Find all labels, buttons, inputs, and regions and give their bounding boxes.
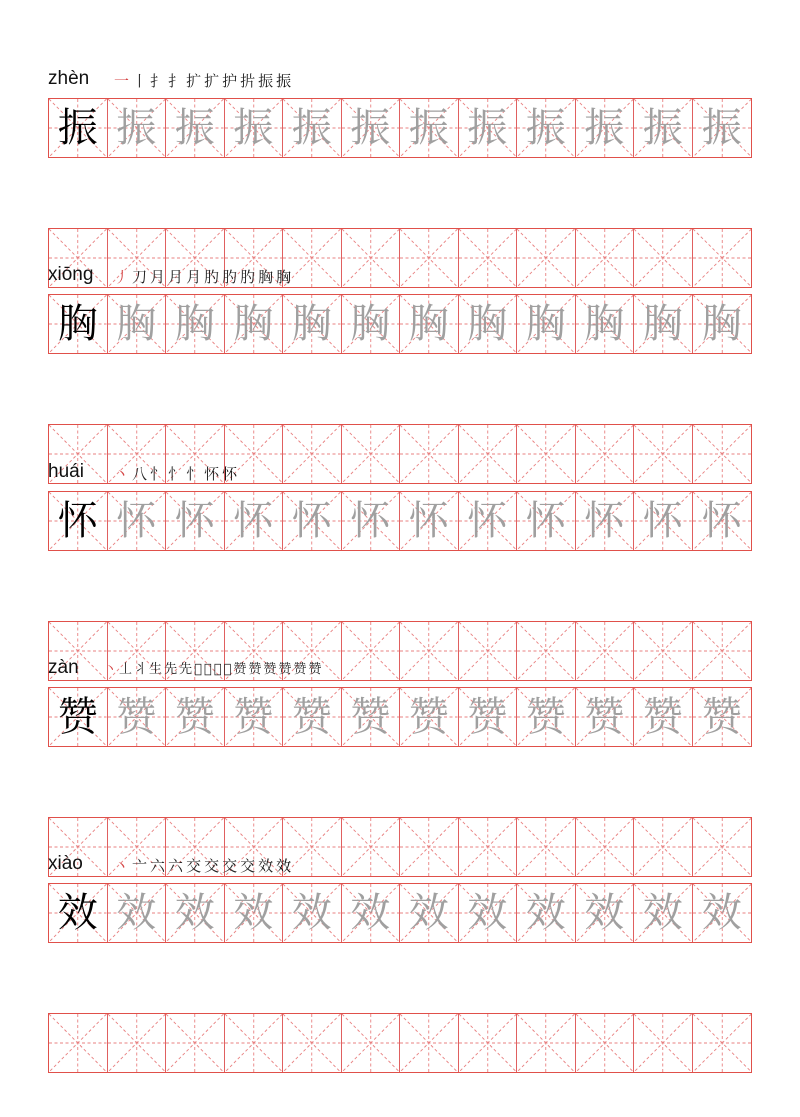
pinyin-label: xiào bbox=[48, 853, 83, 874]
stroke-step: 赞 bbox=[263, 662, 277, 677]
grid-cell bbox=[225, 492, 284, 550]
stroke-step: 𫞖 bbox=[213, 662, 222, 677]
trace-character: 振 bbox=[233, 105, 274, 151]
trace-character: 赞 bbox=[116, 694, 157, 740]
grid-cell bbox=[576, 99, 635, 157]
character-block bbox=[48, 264, 752, 484]
stroke-step: 赞 bbox=[293, 662, 307, 677]
grid-cell bbox=[166, 688, 225, 746]
trace-character: 效 bbox=[408, 890, 449, 936]
stroke-step: 生 bbox=[149, 662, 163, 677]
trace-character: 效 bbox=[116, 890, 157, 936]
mi-guide-lines bbox=[342, 1014, 400, 1072]
trace-character: 振 bbox=[291, 105, 332, 151]
trace-character: 怀 bbox=[467, 498, 508, 544]
stroke-step: 先 bbox=[179, 662, 193, 677]
trace-character: 振 bbox=[525, 105, 566, 151]
grid-cell bbox=[400, 884, 459, 942]
pinyin-label: zhèn bbox=[48, 68, 90, 89]
trace-character: 效 bbox=[701, 890, 742, 936]
grid-cell bbox=[693, 295, 752, 353]
stroke-step: 一 bbox=[114, 72, 130, 90]
trace-character: 怀 bbox=[291, 498, 332, 544]
stroke-step: 扸 bbox=[240, 72, 256, 90]
stroke-step: 月 bbox=[186, 268, 202, 286]
grid-cell bbox=[400, 492, 459, 550]
grid-cell bbox=[49, 492, 108, 550]
practice-grid bbox=[48, 1013, 752, 1073]
stroke-step: 刀 bbox=[132, 268, 148, 286]
grid-cell bbox=[400, 295, 459, 353]
grid-cell[interactable] bbox=[166, 1014, 225, 1072]
grid-cell bbox=[693, 884, 752, 942]
stroke-step: 八 bbox=[132, 465, 148, 483]
trace-character: 赞 bbox=[350, 694, 391, 740]
grid-cell bbox=[108, 492, 167, 550]
stroke-step: 丬 bbox=[134, 662, 148, 677]
grid-cell bbox=[108, 295, 167, 353]
trace-character: 振 bbox=[174, 105, 215, 151]
grid-cell bbox=[693, 688, 752, 746]
grid-cell bbox=[49, 884, 108, 942]
stroke-step: 月 bbox=[150, 268, 166, 286]
trace-character: 振 bbox=[642, 105, 683, 151]
stroke-step: 交 bbox=[204, 857, 220, 875]
trace-character: 效 bbox=[350, 890, 391, 936]
trace-character: 效 bbox=[174, 890, 215, 936]
stroke-step: 亠 bbox=[132, 857, 148, 875]
stroke-step: 怀 bbox=[204, 465, 220, 483]
grid-cell bbox=[166, 884, 225, 942]
stroke-step: 振 bbox=[276, 72, 292, 90]
grid-cell bbox=[283, 99, 342, 157]
stroke-step: 丿 bbox=[114, 268, 130, 286]
character-block bbox=[48, 657, 752, 877]
mi-guide-lines bbox=[517, 1014, 575, 1072]
stroke-step: 胸 bbox=[258, 268, 274, 286]
trace-character: 怀 bbox=[350, 498, 391, 544]
trace-character: 振 bbox=[701, 105, 742, 151]
grid-cell bbox=[576, 884, 635, 942]
trace-character: 赞 bbox=[291, 694, 332, 740]
trace-character: 振 bbox=[116, 105, 157, 151]
stroke-order bbox=[114, 461, 240, 483]
trace-character: 胸 bbox=[408, 301, 449, 347]
stroke-step: 护 bbox=[222, 72, 238, 90]
grid-cell bbox=[225, 295, 284, 353]
trace-character: 效 bbox=[584, 890, 625, 936]
trace-character: 赞 bbox=[525, 694, 566, 740]
mi-guide-lines bbox=[634, 1014, 692, 1072]
grid-cell bbox=[108, 99, 167, 157]
mi-guide-lines bbox=[49, 1014, 107, 1072]
grid-cell[interactable] bbox=[517, 1014, 576, 1072]
stroke-step: 胸 bbox=[276, 268, 292, 286]
trace-character: 振 bbox=[584, 105, 625, 151]
trace-character: 怀 bbox=[642, 498, 683, 544]
model-grid bbox=[48, 687, 752, 747]
grid-cell bbox=[342, 492, 401, 550]
mi-guide-lines bbox=[693, 1014, 752, 1072]
grid-cell bbox=[225, 688, 284, 746]
trace-character: 怀 bbox=[701, 498, 742, 544]
trace-character: 胸 bbox=[584, 301, 625, 347]
grid-cell bbox=[342, 688, 401, 746]
trace-character: 怀 bbox=[525, 498, 566, 544]
stroke-step: 赞 bbox=[233, 662, 247, 677]
grid-cell bbox=[225, 884, 284, 942]
grid-cell bbox=[166, 492, 225, 550]
grid-cell bbox=[342, 99, 401, 157]
trace-character: 胸 bbox=[291, 301, 332, 347]
trace-character: 胸 bbox=[233, 301, 274, 347]
trace-character: 效 bbox=[525, 890, 566, 936]
grid-cell bbox=[517, 688, 576, 746]
stroke-order bbox=[114, 264, 294, 286]
stroke-step: 赞 bbox=[278, 662, 292, 677]
grid-cell bbox=[693, 99, 752, 157]
stroke-step: 扌 bbox=[150, 72, 166, 90]
grid-cell bbox=[634, 688, 693, 746]
grid-cell[interactable] bbox=[108, 1014, 167, 1072]
stroke-step: 肑 bbox=[222, 268, 238, 286]
grid-cell[interactable] bbox=[634, 1014, 693, 1072]
stroke-step: 𫞖 bbox=[194, 662, 202, 677]
stroke-step: 丄 bbox=[119, 662, 133, 677]
stroke-step: 𫞖 bbox=[223, 662, 232, 677]
trace-character: 怀 bbox=[408, 498, 449, 544]
trace-character: 效 bbox=[291, 890, 332, 936]
grid-cell bbox=[517, 492, 576, 550]
stroke-step: 效 bbox=[276, 857, 292, 875]
grid-cell bbox=[283, 492, 342, 550]
trace-character: 效 bbox=[233, 890, 274, 936]
grid-cell[interactable] bbox=[693, 1014, 752, 1072]
trace-character: 怀 bbox=[233, 498, 274, 544]
grid-cell[interactable] bbox=[459, 1014, 518, 1072]
grid-cell bbox=[108, 884, 167, 942]
stroke-step: 先 bbox=[164, 662, 178, 677]
grid-cell bbox=[693, 492, 752, 550]
grid-cell bbox=[459, 492, 518, 550]
trace-character: 胸 bbox=[350, 301, 391, 347]
stroke-step: 赞 bbox=[308, 662, 322, 677]
model-character: 赞 bbox=[57, 694, 98, 740]
stroke-step: 月 bbox=[168, 268, 184, 286]
stroke-step: 𫞖 bbox=[203, 662, 212, 677]
model-grid bbox=[48, 883, 752, 943]
grid-cell bbox=[459, 295, 518, 353]
grid-cell bbox=[342, 295, 401, 353]
grid-cell bbox=[576, 295, 635, 353]
trace-character: 胸 bbox=[642, 301, 683, 347]
grid-cell bbox=[166, 295, 225, 353]
stroke-step: 交 bbox=[222, 857, 238, 875]
model-grid bbox=[48, 491, 752, 551]
character-block bbox=[48, 68, 752, 288]
grid-cell bbox=[576, 492, 635, 550]
trace-character: 振 bbox=[408, 105, 449, 151]
grid-cell bbox=[517, 295, 576, 353]
character-block bbox=[48, 853, 752, 1073]
grid-cell bbox=[634, 492, 693, 550]
stroke-step: 扩 bbox=[204, 72, 220, 90]
stroke-step: 肑 bbox=[240, 268, 256, 286]
grid-cell bbox=[400, 688, 459, 746]
grid-cell bbox=[49, 295, 108, 353]
stroke-step: 丶 bbox=[114, 857, 130, 875]
trace-character: 怀 bbox=[116, 498, 157, 544]
grid-cell[interactable] bbox=[225, 1014, 284, 1072]
stroke-order bbox=[114, 68, 294, 90]
stroke-step: 肑 bbox=[204, 268, 220, 286]
grid-cell bbox=[459, 884, 518, 942]
stroke-step: 怀 bbox=[222, 465, 238, 483]
grid-cell bbox=[634, 99, 693, 157]
grid-cell bbox=[400, 99, 459, 157]
stroke-step: 六 bbox=[150, 857, 166, 875]
stroke-step: 忄 bbox=[168, 465, 184, 483]
trace-character: 赞 bbox=[584, 694, 625, 740]
grid-cell[interactable] bbox=[400, 1014, 459, 1072]
trace-character: 赞 bbox=[408, 694, 449, 740]
stroke-step: 忄 bbox=[150, 465, 166, 483]
mi-guide-lines bbox=[459, 1014, 517, 1072]
trace-character: 胸 bbox=[467, 301, 508, 347]
stroke-step: 效 bbox=[258, 857, 274, 875]
grid-cell bbox=[576, 688, 635, 746]
grid-cell bbox=[517, 884, 576, 942]
grid-cell bbox=[225, 99, 284, 157]
model-grid bbox=[48, 294, 752, 354]
trace-character: 效 bbox=[642, 890, 683, 936]
grid-cell bbox=[283, 884, 342, 942]
trace-character: 赞 bbox=[467, 694, 508, 740]
mi-guide-lines bbox=[576, 1014, 634, 1072]
grid-cell bbox=[634, 884, 693, 942]
trace-character: 胸 bbox=[701, 301, 742, 347]
character-block bbox=[48, 461, 752, 681]
stroke-step: 扌 bbox=[168, 72, 184, 90]
grid-cell[interactable] bbox=[283, 1014, 342, 1072]
stroke-step: 忄 bbox=[186, 465, 202, 483]
mi-guide-lines bbox=[283, 1014, 341, 1072]
pinyin-label: xiōng bbox=[48, 264, 94, 285]
trace-character: 怀 bbox=[174, 498, 215, 544]
trace-character: 赞 bbox=[174, 694, 215, 740]
grid-cell[interactable] bbox=[576, 1014, 635, 1072]
stroke-step: 交 bbox=[240, 857, 256, 875]
stroke-step: 丨 bbox=[132, 72, 148, 90]
grid-cell bbox=[283, 688, 342, 746]
trace-character: 振 bbox=[350, 105, 391, 151]
stroke-step: 丶 bbox=[114, 465, 130, 483]
grid-cell bbox=[49, 99, 108, 157]
grid-cell bbox=[108, 688, 167, 746]
trace-character: 赞 bbox=[701, 694, 742, 740]
mi-guide-lines bbox=[166, 1014, 224, 1072]
stroke-order bbox=[114, 853, 294, 875]
trace-character: 胸 bbox=[116, 301, 157, 347]
grid-cell[interactable] bbox=[49, 1014, 108, 1072]
trace-character: 效 bbox=[467, 890, 508, 936]
stroke-step: 丶 bbox=[104, 662, 118, 677]
grid-cell bbox=[342, 884, 401, 942]
stroke-step: 扩 bbox=[186, 72, 202, 90]
model-character: 效 bbox=[57, 890, 98, 936]
model-grid bbox=[48, 98, 752, 158]
grid-cell bbox=[634, 295, 693, 353]
grid-cell bbox=[49, 688, 108, 746]
model-character: 怀 bbox=[57, 498, 98, 544]
mi-guide-lines bbox=[400, 1014, 458, 1072]
stroke-step: 交 bbox=[186, 857, 202, 875]
trace-character: 赞 bbox=[642, 694, 683, 740]
grid-cell bbox=[283, 295, 342, 353]
stroke-order bbox=[104, 657, 323, 679]
grid-cell bbox=[459, 99, 518, 157]
trace-character: 胸 bbox=[174, 301, 215, 347]
stroke-step: 振 bbox=[258, 72, 274, 90]
mi-guide-lines bbox=[225, 1014, 283, 1072]
grid-cell bbox=[166, 99, 225, 157]
pinyin-label: zàn bbox=[48, 657, 79, 678]
mi-guide-lines bbox=[108, 1014, 166, 1072]
trace-character: 赞 bbox=[233, 694, 274, 740]
trace-character: 怀 bbox=[584, 498, 625, 544]
grid-cell bbox=[459, 688, 518, 746]
grid-cell[interactable] bbox=[342, 1014, 401, 1072]
model-character: 振 bbox=[57, 105, 98, 151]
trace-character: 振 bbox=[467, 105, 508, 151]
model-character: 胸 bbox=[57, 301, 98, 347]
stroke-step: 赞 bbox=[248, 662, 262, 677]
stroke-step: 六 bbox=[168, 857, 184, 875]
pinyin-label: huái bbox=[48, 461, 84, 482]
grid-cell bbox=[517, 99, 576, 157]
trace-character: 胸 bbox=[525, 301, 566, 347]
